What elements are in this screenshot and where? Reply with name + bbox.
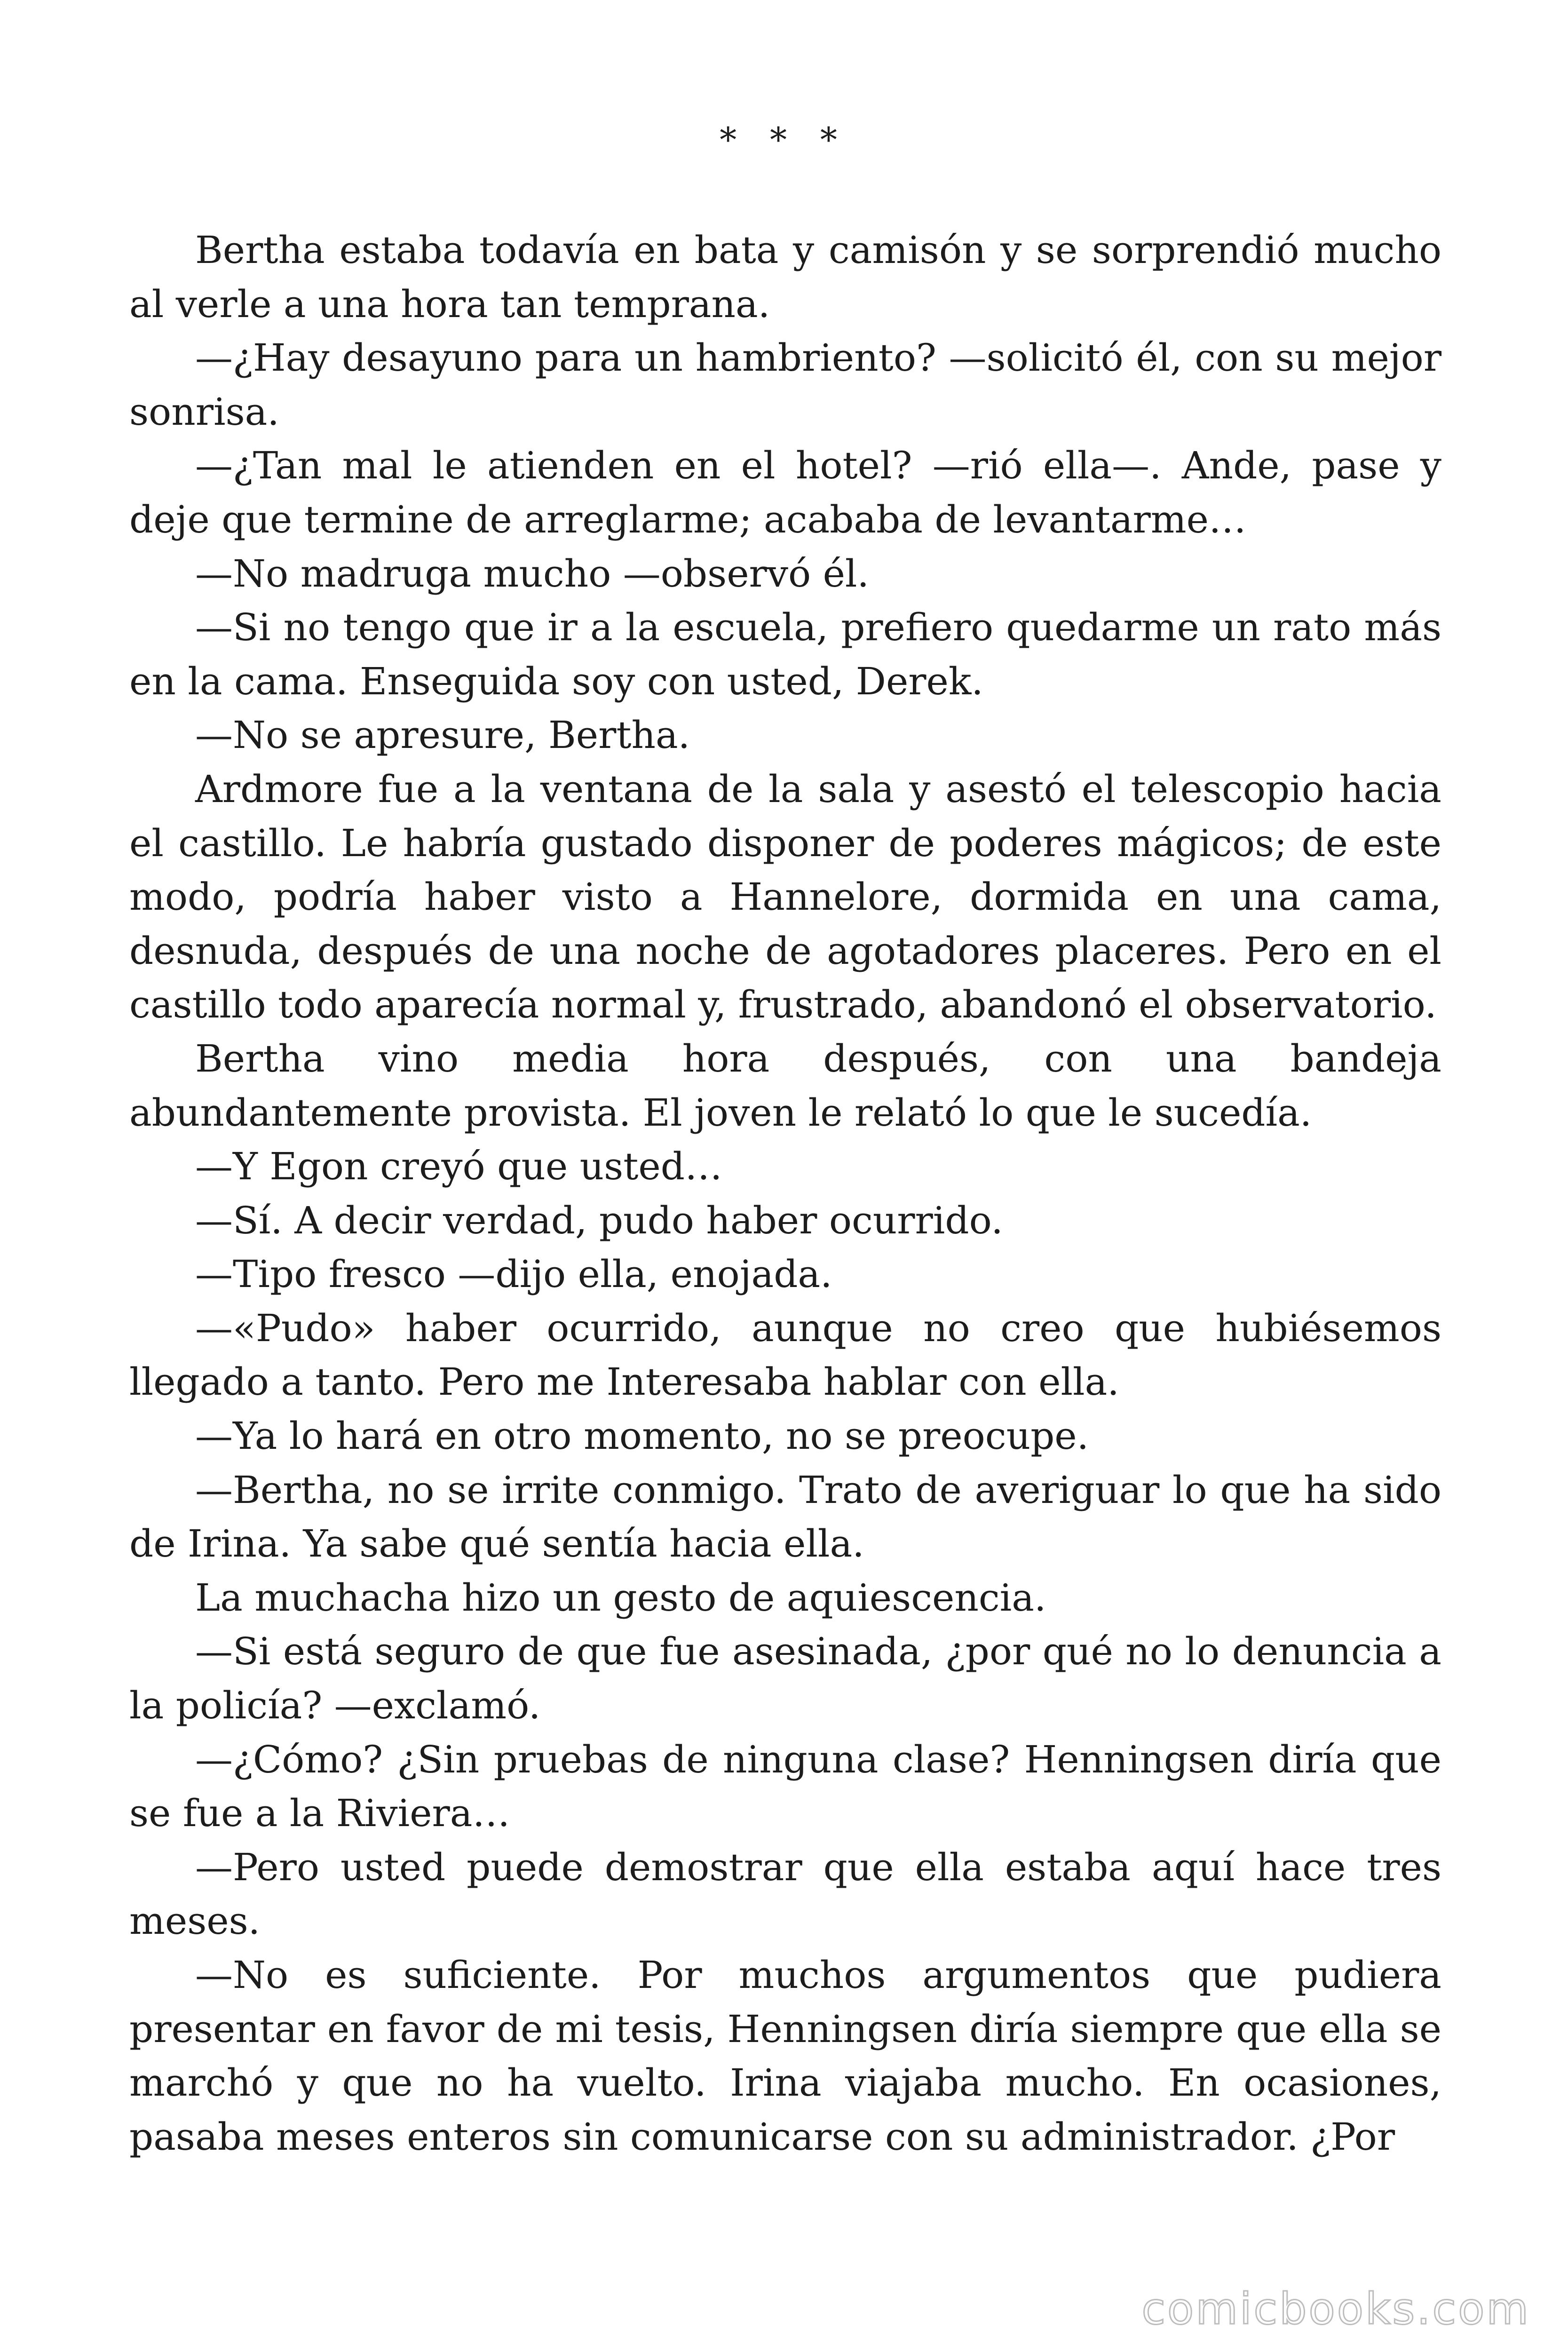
paragraph: —Y Egon creyó que usted…	[195, 1144, 722, 1189]
paragraph: —Bertha, no se irrite conmigo. Trato de averiguar lo que ha sido de Irina. Ya sabe qué sentía hacia ella.	[129, 1468, 1441, 1566]
paragraph: —Pero usted puede demostrar que ella estaba aquí hace tres meses.	[129, 1845, 1441, 1943]
paragraph: Ardmore fue a la ventana de la sala y asestó el telescopio hacia el castillo. Le habría gustado disponer de poderes mágicos; de este modo, podría haber visto a Hannelore, dormida en una cama, desnuda, después de una noche de agotadores placeres. Pero en el castillo todo aparecía normal y, frustrado, abandonó el observatorio.	[129, 767, 1441, 1027]
paragraph: Bertha vino media hora después, con una bandeja abundantemente provista. El joven le relató lo que le sucedía.	[129, 1036, 1441, 1135]
paragraph: —¿Hay desayuno para un hambriento? —solicitó él, con su mejor sonrisa.	[129, 336, 1441, 434]
paragraph: —Sí. A decir verdad, pudo haber ocurrido.	[195, 1198, 1003, 1242]
paragraph: —No se apresure, Bertha.	[195, 713, 690, 757]
paragraph: —«Pudo» haber ocurrido, aunque no creo que hubiésemos llegado a tanto. Pero me Interesaba hablar con ella.	[129, 1306, 1441, 1404]
paragraph: Bertha estaba todavía en bata y camisón y se sorprendió mucho al verle a una hora tan temprana.	[129, 228, 1441, 326]
paragraph: —No es suficiente. Por muchos argumentos que pudiera presentar en favor de mi tesis, Henningsen diría siempre que ella se marchó y que no ha vuelto. Irina viajaba mucho. En ocasiones, pasaba meses enteros sin comunicarse con su administrador. ¿Por	[129, 1953, 1441, 2159]
paragraph: —Si no tengo que ir a la escuela, prefiero quedarme un rato más en la cama. Enseguida soy con usted, Derek.	[129, 605, 1441, 703]
scene-separator: * * *	[720, 120, 848, 159]
paragraph: La muchacha hizo un gesto de aquiescencia.	[195, 1575, 1046, 1620]
paragraph: —Ya lo hará en otro momento, no se preocupe.	[195, 1414, 1089, 1458]
paragraph: —¿Tan mal le atienden en el hotel? —rió ella—. Ande, pase y deje que termine de arreglarme; acababa de levantarme…	[129, 444, 1441, 541]
paragraph: —¿Cómo? ¿Sin pruebas de ninguna clase? Henningsen diría que se fue a la Riviera…	[129, 1737, 1441, 1836]
paragraph: —Tipo fresco —dijo ella, enojada.	[195, 1252, 832, 1296]
body-text	[129, 223, 1441, 2164]
paragraph: —Si está seguro de que fue asesinada, ¿por qué no lo denuncia a la policía? —exclamó.	[129, 1629, 1441, 1728]
watermark: comicbooks.com	[1141, 2284, 1530, 2334]
paragraph: —No madruga mucho —observó él.	[195, 551, 869, 596]
